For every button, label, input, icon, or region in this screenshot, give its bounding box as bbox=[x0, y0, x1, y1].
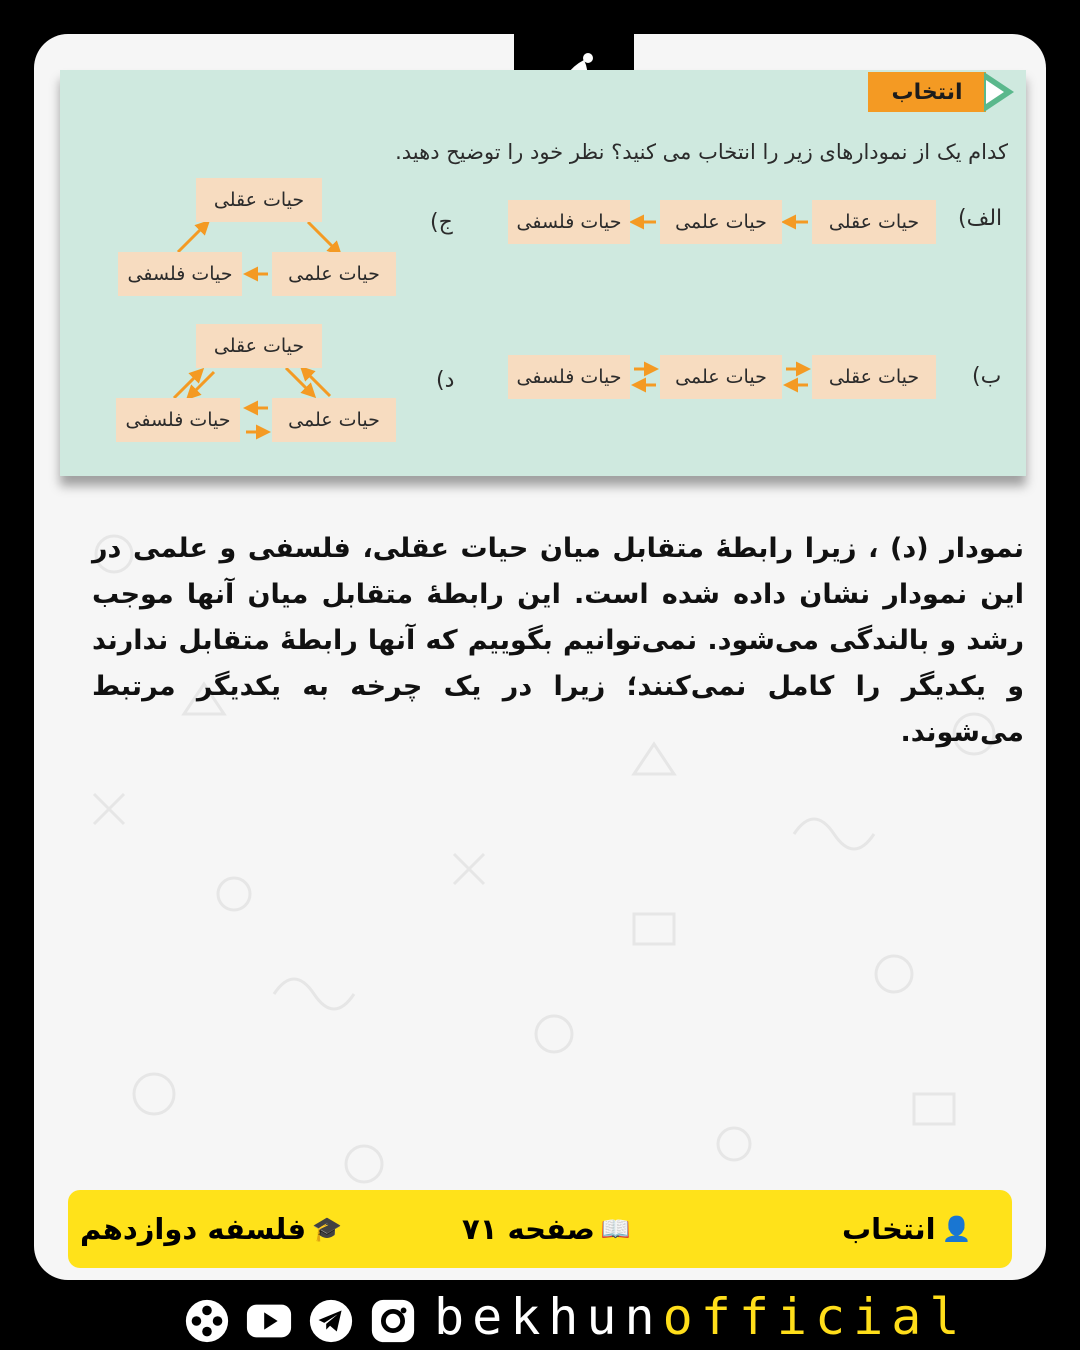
handle-accent: official bbox=[662, 1288, 968, 1346]
footer-course-label: فلسفه دوازدهم bbox=[80, 1212, 307, 1246]
box-jim-aqli: حیات عقلی bbox=[196, 178, 322, 222]
box-be-falsafi: حیات فلسفی bbox=[508, 355, 630, 399]
arrow-dal-1a bbox=[286, 368, 314, 396]
box-be-elmi: حیات علمی bbox=[660, 355, 782, 399]
option-label-dal: د) bbox=[436, 368, 455, 393]
footer-page bbox=[462, 1208, 631, 1250]
handle-main: bekhun bbox=[434, 1288, 663, 1346]
arrow-dal-1b bbox=[302, 368, 330, 396]
instagram-icon[interactable] bbox=[368, 1297, 418, 1345]
social-links bbox=[182, 1296, 430, 1346]
open-book-icon: 📖 bbox=[600, 1215, 631, 1243]
youtube-icon[interactable] bbox=[244, 1297, 294, 1345]
arrow-dal-3a bbox=[174, 370, 202, 398]
box-be-aqli: حیات عقلی bbox=[812, 355, 936, 399]
box-alef-falsafi: حیات فلسفی bbox=[508, 200, 630, 244]
box-dal-aqli: حیات عقلی bbox=[196, 324, 322, 368]
brand-handle bbox=[434, 1288, 967, 1346]
box-dal-elmi: حیات علمی bbox=[272, 398, 396, 442]
box-jim-elmi: حیات علمی bbox=[272, 252, 396, 296]
footer-topic-label: انتخاب bbox=[842, 1212, 936, 1246]
question-text: کدام یک از نمودارهای زیر را انتخاب می کنید؟ نظر خود را توضیح دهید. bbox=[395, 140, 1008, 164]
arrow-jim-1 bbox=[308, 222, 340, 254]
box-alef-elmi: حیات علمی bbox=[660, 200, 782, 244]
aparat-icon[interactable] bbox=[182, 1297, 232, 1345]
option-label-be: ب) bbox=[972, 364, 1002, 389]
telegram-icon[interactable] bbox=[306, 1297, 356, 1345]
graduation-cap-icon: 🎓 bbox=[312, 1215, 343, 1243]
box-alef-aqli: حیات عقلی bbox=[812, 200, 936, 244]
footer-course bbox=[80, 1208, 342, 1250]
box-jim-falsafi: حیات فلسفی bbox=[118, 252, 242, 296]
option-label-alef: الف) bbox=[958, 206, 1003, 231]
arrow-jim-3 bbox=[178, 222, 208, 252]
box-dal-falsafi: حیات فلسفی bbox=[116, 398, 240, 442]
teacher-icon: 👤 bbox=[941, 1215, 972, 1243]
footer-topic bbox=[842, 1208, 972, 1250]
answer-text: نمودار (د) ، زیرا رابطهٔ متقابل میان حیات عقلی، فلسفی و علمی در این نمودار نشان داده شده است. این رابطهٔ متقابل میان آنها موجب رشد و بالندگی می‌شود. نمی‌توانیم بگوییم که آنها رابطهٔ متقابل ندارند و یکدیگر را کامل نمی‌کنند؛ زیرا در یک چرخه به یکدیگر مرتبط می‌شوند. bbox=[92, 533, 1024, 748]
section-tag: انتخاب bbox=[868, 72, 986, 112]
footer-page-label: صفحه ۷۱ bbox=[462, 1212, 595, 1246]
arrow-dal-3b bbox=[188, 372, 214, 398]
option-label-jim: ج) bbox=[430, 210, 453, 235]
